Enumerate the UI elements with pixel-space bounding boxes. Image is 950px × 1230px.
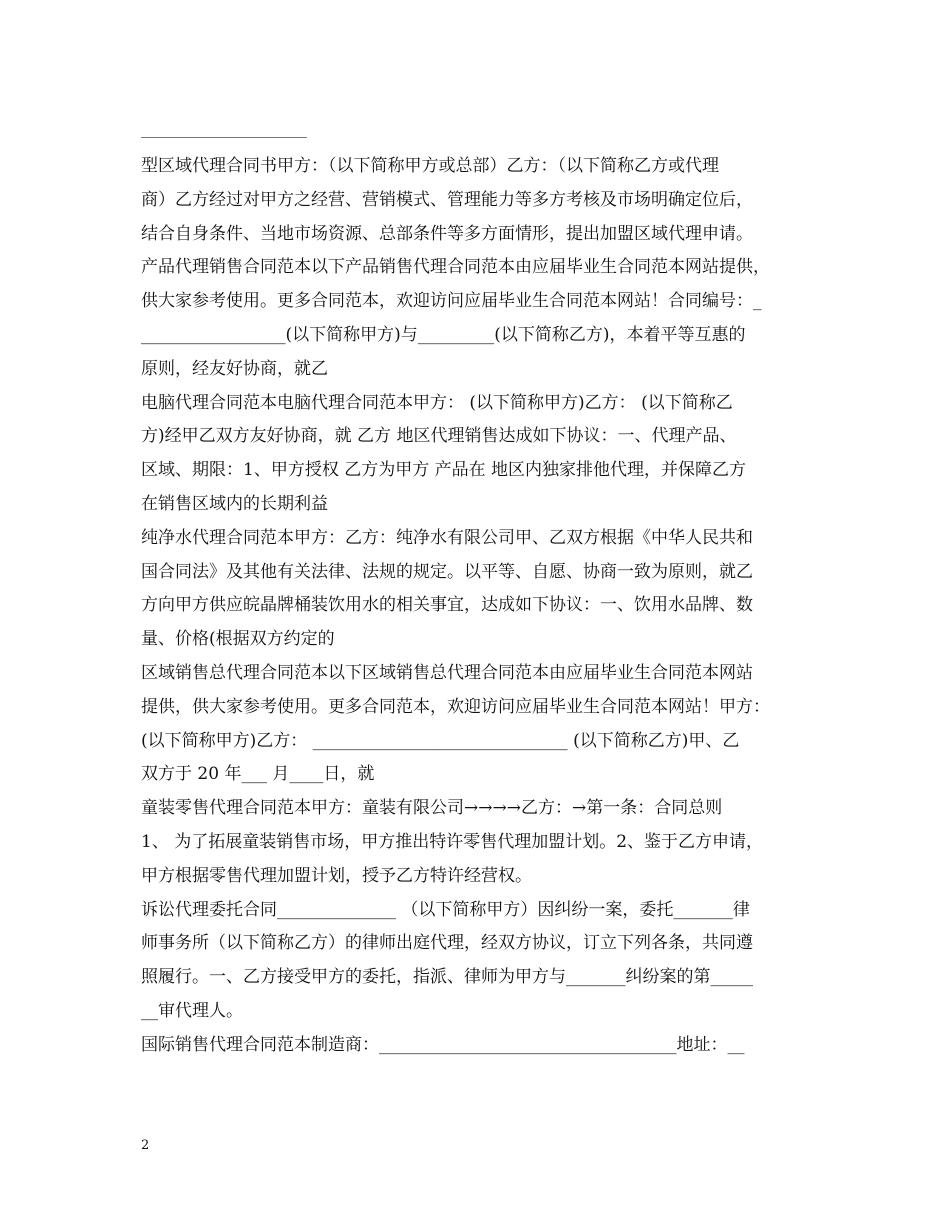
- text-line: 1、 为了拓展童装销售市场，甲方推出特许零售代理加盟计划。2、鉴于乙方申请，: [141, 831, 764, 852]
- text-line: 量、价格(根据双方约定的: [141, 629, 335, 650]
- text-line: 区域、期限：1、甲方授权 乙方为甲方 产品在 地区内独家排他代理，并保障乙方: [141, 460, 747, 481]
- text-line: 国际销售代理合同范本制造商：___________________________________地址：__: [141, 1034, 745, 1055]
- text-line: 照履行。一、乙方接受甲方的委托，指派、律师为甲方与_______纠纷案的第_____: [141, 967, 753, 988]
- document-body: [141, 150, 813, 1063]
- text-line: 方)经甲乙双方友好协商，就 乙方 地区代理销售达成如下协议：一、代理产品、: [141, 426, 737, 447]
- text-line: 方向甲方供应皖晶牌桶装饮用水的相关事宜，达成如下协议：一、饮用水品牌、数: [141, 595, 753, 616]
- text-line: 双方于 20 年___ 月____日，就: [141, 764, 375, 785]
- text-line: 童装零售代理合同范本甲方：童装有限公司→→→→乙方：→第一条：合同总则: [141, 798, 723, 819]
- page-number: 2: [141, 1138, 150, 1153]
- text-line: _________________(以下简称甲方)与_________(以下简称乙方)，本着平等互惠的: [141, 324, 746, 345]
- text-line: 在销售区域内的长期利益: [141, 493, 328, 514]
- text-line: 师事务所（以下简称乙方）的律师出庭代理，经双方协议，订立下列各条，共同遵: [141, 933, 753, 954]
- header-rule: [141, 137, 307, 138]
- text-line: 型区域代理合同书甲方：（以下简称甲方或总部）乙方：（以下简称乙方或代理: [141, 156, 719, 176]
- text-line: 产品代理销售合同范本以下产品销售代理合同范本由应届毕业生合同范本网站提供，: [141, 257, 770, 278]
- text-line: 提供，供大家参考使用。更多合同范本，欢迎访问应届毕业生合同范本网站！甲方：: [141, 696, 770, 717]
- text-line: 甲方根据零售代理加盟计划，授予乙方特许经营权。: [141, 865, 532, 886]
- text-line: 电脑代理合同范本电脑代理合同范本甲方： (以下简称甲方)乙方： (以下简称乙: [141, 392, 733, 413]
- text-line: 结合自身条件、当地市场资源、总部条件等多方面情形，提出加盟区域代理申请。: [141, 223, 753, 244]
- text-line: 供大家参考使用。更多合同范本，欢迎访问应届毕业生合同范本网站！合同编号：_: [141, 291, 762, 312]
- text-line: 原则，经友好协商，就乙: [141, 358, 328, 379]
- text-line: __审代理人。: [141, 1000, 243, 1021]
- text-line: 区域销售总代理合同范本以下区域销售总代理合同范本由应届毕业生合同范本网站: [141, 662, 753, 683]
- text-line: 商）乙方经过对甲方之经营、营销模式、管理能力等多方考核及市场明确定位后，: [141, 189, 753, 210]
- text-line: 诉讼代理委托合同______________ （以下简称甲方）因纠纷一案，委托_______律: [141, 899, 750, 920]
- text-line: (以下简称甲方)乙方： ______________________________ (以下简称乙方)甲、乙: [141, 730, 740, 751]
- text-line: 纯净水代理合同范本甲方：乙方：纯净水有限公司甲、乙双方根据《中华人民共和: [141, 527, 753, 548]
- text-line: 国合同法》及其他有关法律、法规的规定。以平等、自愿、协商一致为原则，就乙: [141, 561, 753, 582]
